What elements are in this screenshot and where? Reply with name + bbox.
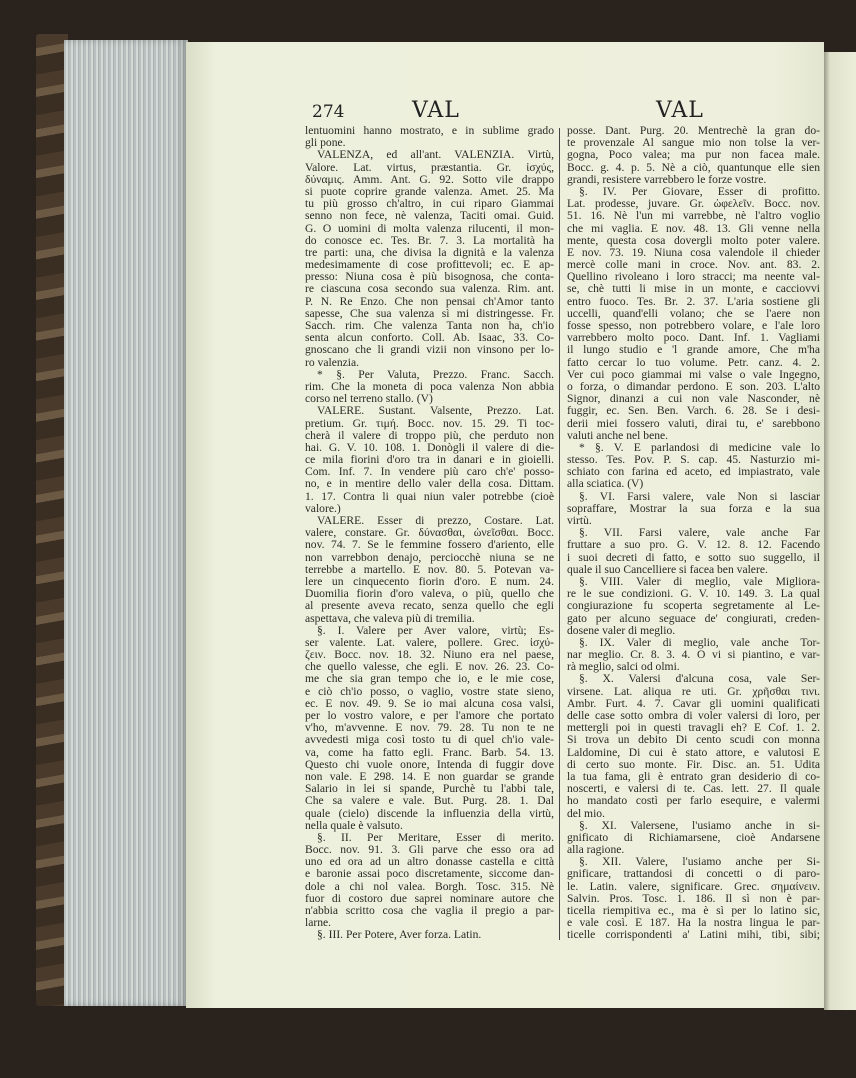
text-line: Bocc. g. 4. p. 5. Nè a ciò, quantunque elle sien [567, 160, 820, 174]
text-line: te provenzale Al sangue mio non tolse la ver- [567, 136, 820, 150]
text-line: corso nel terreno stallo. (V) [305, 392, 433, 406]
text-line: VALERE. Sustant. Valsente, Prezzo. Lat. [317, 404, 554, 418]
text-line: che quello valesse, che egli. E nov. 26. 23. Co- [305, 660, 554, 674]
text-line: larne. [305, 916, 332, 930]
text-line: §. XI. Valersene, l'usiamo anche in si- [579, 818, 820, 832]
text-line: gogna, Poco valea; ma pur non facea male. [567, 148, 820, 162]
text-line: Salario in lei si spande, Purchè tu l'abbi tale, [305, 782, 554, 796]
text-line: fruttare a suo pro. G. V. 12. 8. 12. Facendo [567, 538, 820, 552]
text-line: Bocc. nov. 91. 3. Gli parve che esso ora ad [305, 843, 554, 857]
text-line: n'abbia scritto cosa che vaglia il pregio a par- [305, 904, 554, 917]
text-line: §. VIII. Valer di meglio, vale Migliora- [579, 574, 820, 588]
text-line: ticelle corrispondenti a' Latini mihi, tibi, sibi; [567, 928, 820, 942]
text-line: i suoi decreti di fatto, e sotto suo suggello, il [567, 550, 820, 564]
text-line: nella quale è valsuto. [305, 818, 403, 832]
text-line: va, come ha fatto egli. Franc. Barb. 54. 13. [305, 745, 554, 759]
text-line: congiurazione fu scoperta segretamente al Le- [567, 599, 820, 613]
text-line: rà meglio, salci od olmi. [567, 660, 680, 674]
text-line: ec. E nov. 49. 9. Se io mai alcuna cosa valsi, [305, 696, 554, 710]
text-line: Che sa valere e vale. But. Purg. 28. 1. Dal [305, 794, 554, 808]
text-line: posse. Dant. Purg. 20. Mentrechè la gran do- [567, 124, 820, 137]
text-line: 1. 17. Contra li quai niun valer potrebbe (cioè [305, 489, 554, 503]
text-line: Lat. prodesse, juvare. Gr. ὠφελεῖν. Bocc. nov. [567, 197, 820, 211]
text-line: tre parti: una, che divisa la dignità e la valenza [305, 245, 554, 259]
text-line: Signor, dinanzi a cui non vale Nasconder, nè [567, 392, 820, 406]
text-line: mente, questa cosa dovergli molto poter valere. [567, 233, 820, 247]
text-line: ho mandato costì per farlo esequire, e valermi [567, 794, 820, 808]
text-line: * §. Per Valuta, Prezzo. Franc. Sacch. [317, 367, 554, 381]
right-column [567, 125, 820, 942]
text-line: 51. 16. Nè l'un mi varrebbe, nè l'altro voglio [567, 209, 820, 223]
text-line: e vale così. E 187. Ha la nostra lingua le par- [567, 916, 820, 930]
text-line: delle case sotto ombra di voler valersi di loro, per [567, 709, 820, 722]
text-line: nar meglio. Cr. 8. 3. 4. O vi si piantino, e var- [567, 648, 820, 662]
text-line: gnoscano che li grandi vizii non vinsono per lo- [305, 343, 554, 357]
text-line: si puote coprire grande valenza. Amet. 25. Ma [305, 184, 554, 198]
text-line: al presente aveva recato, senza quello che egli [305, 599, 554, 613]
text-line: schiato con farina ed aceto, ed impiastrato, vale [567, 465, 820, 479]
text-line: avvedesti miga così tosto tu di quel ch'io vale- [305, 733, 554, 747]
text-line: gli pone. [305, 136, 346, 150]
text-line: §. X. Valersi d'alcuna cosa, vale Ser- [579, 672, 820, 686]
text-line: ser valente. Lat. valere, pollere. Grec. ἰσχύ- [305, 635, 554, 649]
text-line: quale (cielo) discende la influenzia della virtù, [305, 806, 554, 820]
text-line: P. N. Re Enzo. Che non pensai ch'Amor tanto [305, 294, 554, 308]
text-line: virtù. [567, 514, 592, 527]
text-line: gato per alcuno seguace de' congiurati, creden- [567, 611, 820, 625]
text-line: del mio. [567, 806, 605, 820]
text-line: re le sue condizioni. G. V. 10. 149. 3. La qual [567, 587, 820, 601]
text-line: di certo suo monte. Fir. Disc. an. 51. Udita [567, 757, 820, 771]
text-line: dole a chi nol valea. Borgh. Tosc. 315. Nè [305, 879, 554, 893]
text-line: §. III. Per Potere, Aver forza. Latin. [317, 928, 482, 942]
text-line: re ciascuna cosa secondo sua valenza. Rim. ant. [305, 282, 554, 296]
text-line: Ver cui poco giammai mi valse o vale Ingegno, [567, 367, 820, 381]
text-line: rim. Che la moneta di poca valenza Non abbia [305, 379, 554, 393]
text-line: valuti anche nel bene. [567, 428, 669, 442]
text-line: il lungo studio e 'l grande amore, Che m'ha [567, 343, 820, 357]
text-line: che mi vaglia. E nov. 48. 13. Gli venne nella [567, 221, 820, 235]
text-line: pretium. Gr. τιμή. Bocc. nov. 15. 29. Ti toc- [305, 416, 554, 430]
text-line: §. II. Per Meritare, Esser di merito. [317, 830, 554, 844]
text-line: dosene valer di meglio. [567, 623, 676, 637]
text-line: le. Latin. valere, significare. Grec. σημαίνειν. [567, 879, 820, 893]
text-line: non vale. E 298. 14. E non guardar se grande [305, 769, 554, 783]
text-line: gnificato di Richiamarsene, cioè Andarsene [567, 830, 820, 844]
text-line: uccelli, quand'elli volano; che se l'aere non [567, 306, 820, 320]
text-line: entro fuoco. Tes. Br. 2. 37. L'aria sostiene gli [567, 294, 820, 308]
text-line: fatto cercar lo tuo volume. Petr. canz. 4. 2. [567, 355, 820, 369]
text-line: Ambr. Furt. 4. 7. Cavar gli uomini qualificati [567, 696, 820, 710]
text-line: nov. 74. 7. Se le femmine fossero d'ariento, elle [305, 538, 554, 552]
text-line: §. IX. Valer di meglio, vale anche Tor- [579, 635, 820, 649]
left-running-head: VAL [412, 98, 460, 123]
text-line: Duomilia fiorin d'oro valeva, o più, quello che [305, 587, 554, 601]
text-line: VALERE. Esser di prezzo, Costare. Lat. [317, 514, 554, 527]
text-line: v'ho, m'avvenne. E nov. 79. 28. Tu non te ne [305, 721, 554, 735]
text-line: do conosce ec. Tes. Br. 7. 3. La mortalità ha [305, 233, 554, 247]
text-line: Salvin. Pros. Tosc. 1. 186. Il sì non è par- [567, 891, 820, 905]
text-line: fosse spesso, non potrebbero volare, e l'ale loro [567, 319, 820, 332]
text-line: §. VII. Farsi valere, vale anche Far [579, 526, 820, 540]
page-number: 274 [312, 102, 345, 122]
text-line: ce mila fiorini d'oro tra in danari e in gioielli. [305, 453, 554, 467]
text-line: senno non fece, nè valenza, Taciti omai. Guid. [305, 209, 554, 223]
text-line: Si trova un debito Di cento scudi con monna [567, 733, 820, 747]
text-line: e baronie assai poco discretamente, siccome dan- [305, 867, 554, 881]
text-line: e ciò ch'io posso, o vaglio, vostre state sieno, [305, 684, 554, 698]
column-divider [559, 128, 560, 940]
text-line: alla ragione. [567, 843, 625, 857]
text-line: fuor di costoro due saprei nominare autore che [305, 891, 554, 905]
text-line: ro valenzia. [305, 355, 360, 369]
text-line: δύναμις. Amm. Ant. G. 92. Sotto vile drappo [305, 172, 554, 186]
text-line: mettergli poi in questi travagli eh? E Cof. 1. 2. [567, 721, 820, 735]
text-line: §. VI. Farsi valere, vale Non si lasciar [579, 489, 820, 503]
text-line: §. IV. Per Giovare, Esser di profitto. [579, 184, 820, 198]
text-line: fuggir, ec. Sen. Ben. Varch. 6. 28. Se i desi- [567, 404, 820, 418]
text-line: alla sciatica. (V) [567, 477, 644, 491]
text-line: Sacch. rim. Che valenza Tanta non ha, ch'io [305, 319, 554, 332]
text-line: la tua fama, gli è entrato gran desiderio di co- [567, 769, 820, 783]
text-line: stesso. Tes. Pov. P. S. cap. 45. Nasturzio mi- [567, 453, 820, 467]
text-line: §. I. Valere per Aver valore, virtù; Es- [317, 623, 554, 637]
text-line: valere, constare. Gr. δύνασθαι, ὠνεῖσθαι. Bocc. [305, 526, 554, 540]
text-line: derii miei fossero valuti, dirai tu, e' sarebbono [567, 416, 820, 430]
text-line: G. O uomini di molta valenza rilucenti, il mon- [305, 221, 554, 235]
text-line: no, e in mentire dello valer della cosa. Dittam. [305, 477, 554, 491]
text-line: tu più grosso ch'altro, in cui riparo Giammai [305, 197, 554, 211]
text-line: cherà il valere di troppo più, che perduto non [305, 428, 554, 442]
text-line: lere un cinquecento fiorin d'oro. E num. 24. [305, 574, 554, 588]
text-line: varrebbero molto poco. Dant. Inf. 1. Vagliami [567, 331, 820, 345]
text-line: E nov. 73. 19. Niuna cosa valendole il chieder [567, 245, 820, 259]
text-line: sapesse, Che sua valenza sì mi distringesse. Fr. [305, 306, 554, 320]
text-line: virsene. Lat. aliqua re uti. Gr. χρῆσθαι τινι. [567, 684, 820, 698]
text-line: sopraffare, Mostrar la sua forza e la sua [567, 501, 820, 515]
text-line: uno ed ora ad un altro donasse castella e città [305, 855, 554, 869]
text-line: noscerti, e valersi di te. Cas. lett. 27. Il quale [567, 782, 820, 796]
text-line: terrebbe a martello. E nov. 80. 5. Potevan va- [305, 562, 554, 576]
text-line: ζειν. Bocc. nov. 18. 32. Niuno era nel paese, [305, 648, 554, 662]
next-page-edge [824, 52, 856, 1010]
left-column [305, 125, 554, 942]
text-line: Com. Inf. 7. In vendere più caro ch'e' posso- [305, 465, 554, 479]
text-line: per lo vostro valore, e per l'amore che portato [305, 709, 554, 722]
text-line: mercè colle mani in croce. Nov. ant. 83. 2. [567, 258, 820, 272]
text-line: gnificare, trattandosi di concetti o di paro- [567, 867, 820, 881]
text-line: Questo chi vuole onore, Intenda di fuggir dove [305, 757, 554, 771]
text-line: ticella riempitiva ec., ma è sì per lo latino sic, [567, 904, 820, 917]
text-line: o forza, o dimandar perdono. E son. 203. L'alto [567, 379, 820, 393]
text-line: me che sia gran tempo che io, e le mie cose, [305, 672, 554, 686]
text-line: Quellino rivoleano i loro stracci; ma neente val- [567, 270, 820, 284]
text-line: lentuomini hanno mostrato, e in sublime grado [305, 124, 554, 137]
text-line: non varrebbon denajo, perciocchè niuna se ne [305, 550, 554, 564]
text-line: medesimamente di cose profittevoli; ec. E ap- [305, 258, 554, 272]
right-running-head: VAL [656, 98, 704, 123]
text-line: valore.) [305, 501, 341, 515]
text-line: hai. G. V. 10. 108. 1. Donògli il valere di die- [305, 440, 554, 454]
text-line: presso: Niuna cosa è più bisognosa, che conta- [305, 270, 554, 284]
text-line: senta alcun conforto. Coll. Ab. Isaac, 33. Co- [305, 331, 554, 345]
text-line: §. XII. Valere, l'usiamo anche per Si- [579, 855, 820, 869]
text-line: Valore. Lat. virtus, præstantia. Gr. ἰσχύς, [305, 160, 554, 174]
text-line: * §. V. E parlandosi di medicine vale lo [579, 440, 820, 454]
text-line: Laldomine, Di cui è stato attore, e valutosi E [567, 745, 820, 759]
text-line: grandi, resistere varrebbero le forze vostre. [567, 172, 767, 186]
page-edges [64, 40, 188, 1006]
text-line: VALENZA, ed all'ant. VALENZIA. Virtù, [317, 148, 554, 162]
text-line: se, chè tutti li mise in un monte, e cacciovvi [567, 282, 820, 296]
text-line: quale il suo Cancelliere si facea ben valere. [567, 562, 768, 576]
text-line: aspettava, che valeva più di tremilia. [305, 611, 475, 625]
